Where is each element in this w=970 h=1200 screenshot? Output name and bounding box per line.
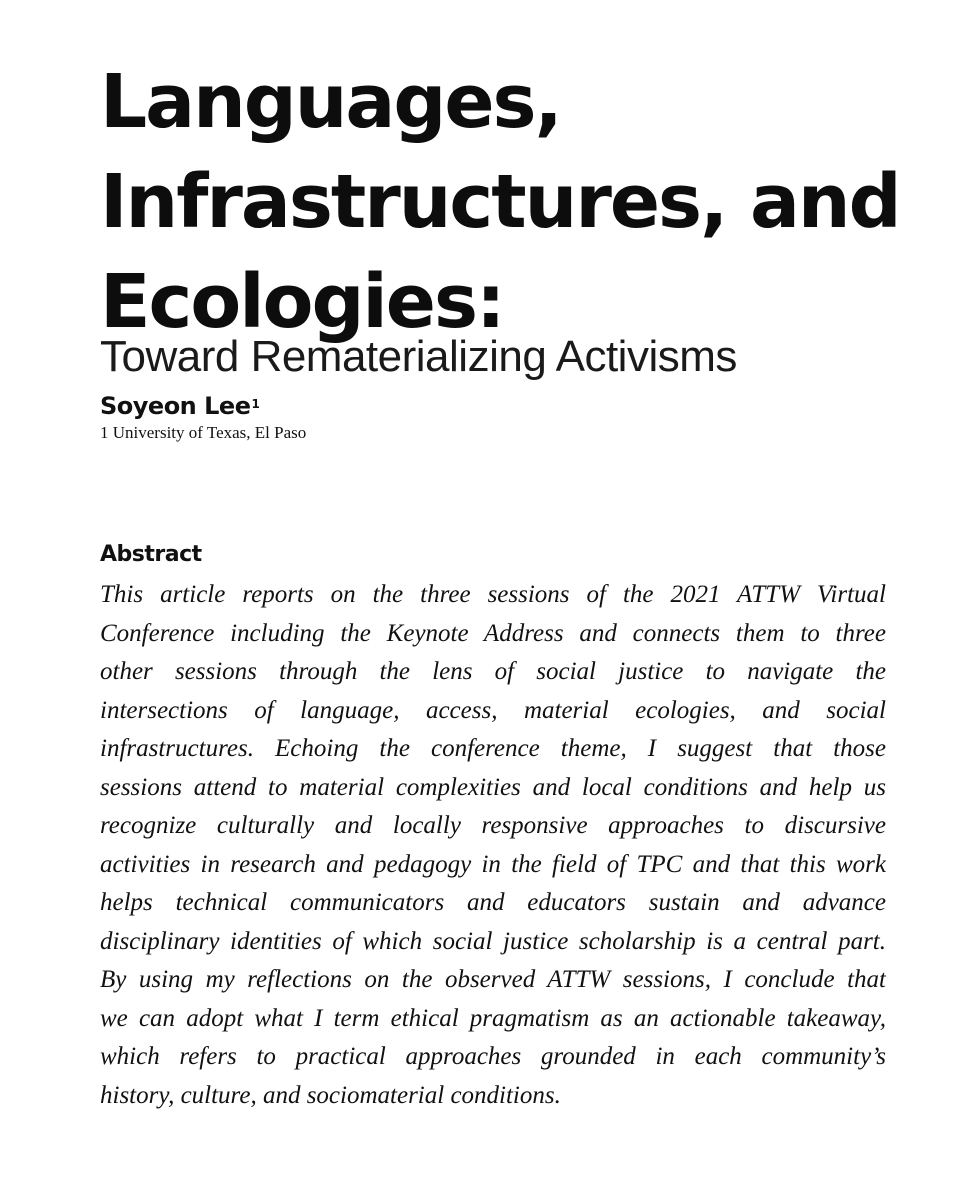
abstract-line: disciplinary identities of which social justice scholarship is a central part. [100, 927, 886, 955]
abstract-line: By using my reflections on the observed ATTW sessions, I conclude that [100, 966, 886, 993]
abstract-line: helps technical communicators and educators sustain and advance [100, 889, 886, 916]
article-subtitle: Toward Rematerializing Activisms [100, 332, 737, 381]
abstract-line: intersections of language, access, material ecologies, and social [100, 696, 886, 724]
abstract-line: infrastructures. Echoing the conference theme, I suggest that those [100, 735, 886, 762]
title-line: Ecologies: [100, 259, 504, 345]
author-affiliation: 1 University of Texas, El Paso [100, 423, 307, 442]
abstract-line: This article reports on the three sessions of the 2021 ATTW Virtual [100, 581, 886, 608]
abstract-line: other sessions through the lens of social justice to navigate the [100, 658, 886, 685]
title-line: Languages, [100, 59, 561, 145]
abstract-line: activities in research and pedagogy in the field of TPC and that this work [100, 850, 886, 878]
abstract-heading: Abstract [100, 542, 202, 567]
abstract-line: which refers to practical approaches grounded in each community’s [100, 1043, 886, 1070]
abstract-line: recognize culturally and locally responsive approaches to discursive [100, 812, 886, 839]
affiliation-marker: 1 [251, 397, 260, 411]
abstract-line: we can adopt what I term ethical pragmatism as an actionable takeaway, [100, 1004, 886, 1032]
abstract-line: sessions attend to material complexities and local conditions and help us [100, 773, 886, 801]
author-line [100, 390, 259, 422]
abstract-line: Conference including the Keynote Address and connects them to three [100, 619, 886, 647]
title-line: Infrastructures, and [100, 159, 900, 245]
author-name: Soyeon Lee [100, 392, 251, 420]
abstract-text [100, 576, 886, 1115]
article-title [100, 52, 920, 352]
abstract-line: history, culture, and sociomaterial conditions. [100, 1081, 561, 1109]
